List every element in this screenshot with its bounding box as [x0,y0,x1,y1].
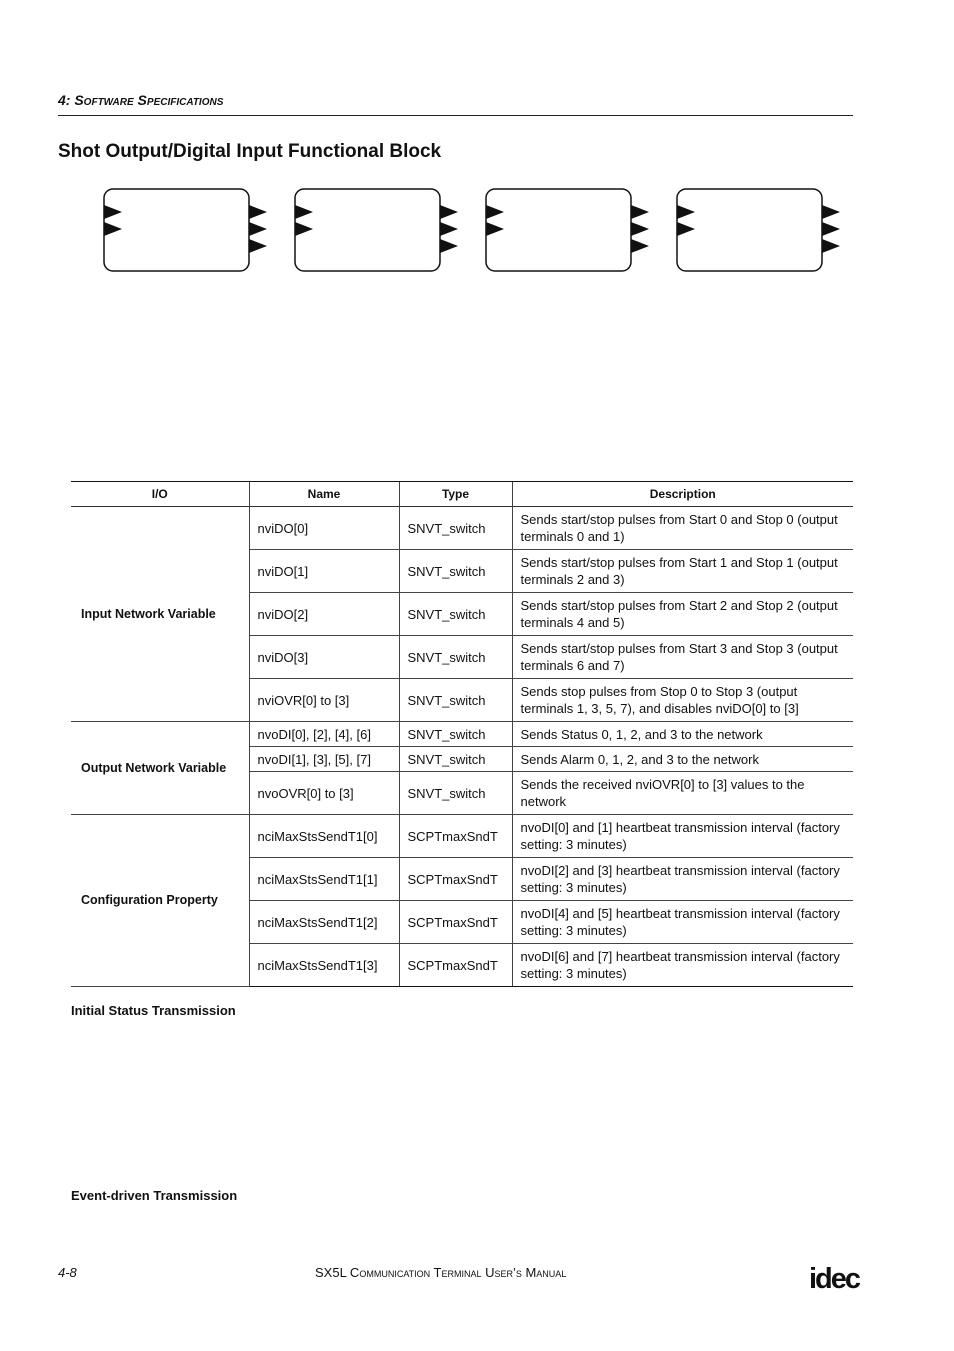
cell-type: SCPTmaxSndT [399,901,512,944]
functional-block-2 [486,189,649,271]
subhead-initial-status: Initial Status Transmission [71,1003,236,1018]
cell-name: nciMaxStsSendT1[2] [249,901,399,944]
cell-name: nviDO[3] [249,636,399,679]
cell-type: SNVT_switch [399,593,512,636]
cell-name: nviDO[0] [249,507,399,550]
cell-description: nvoDI[4] and [5] heartbeat transmission interval (factory setting: 3 minutes) [512,901,853,944]
group-label-output: Output Network Variable [71,722,249,815]
cell-type: SCPTmaxSndT [399,858,512,901]
functional-block-diagram [92,180,852,280]
logo-text: idec [809,1263,860,1295]
cell-name: nvoOVR[0] to [3] [249,772,399,815]
cell-name: nvoDI[0], [2], [4], [6] [249,722,399,747]
cell-type: SNVT_switch [399,550,512,593]
cell-description: Sends the received nviOVR[0] to [3] values to the network [512,772,853,815]
cell-type: SNVT_switch [399,507,512,550]
cell-description: nvoDI[2] and [3] heartbeat transmission interval (factory setting: 3 minutes) [512,858,853,901]
cell-description: nvoDI[6] and [7] heartbeat transmission interval (factory setting: 3 minutes) [512,944,853,987]
table-header-row [71,482,853,507]
cell-description: Sends start/stop pulses from Start 3 and Stop 3 (output terminals 6 and 7) [512,636,853,679]
group-label-config: Configuration Property [71,815,249,987]
cell-description: Sends start/stop pulses from Start 2 and Stop 2 (output terminals 4 and 5) [512,593,853,636]
network-variable-table [71,481,853,987]
cell-type: SNVT_switch [399,772,512,815]
page-number: 4-8 [58,1265,77,1280]
section-title: Shot Output/Digital Input Functional Block [58,141,442,162]
cell-description: Sends Status 0, 1, 2, and 3 to the network [512,722,853,747]
table-row [71,722,853,747]
cell-description: nvoDI[0] and [1] heartbeat transmission interval (factory setting: 3 minutes) [512,815,853,858]
cell-name: nvoDI[1], [3], [5], [7] [249,747,399,772]
cell-name: nciMaxStsSendT1[0] [249,815,399,858]
header-type: Type [399,482,512,507]
header-name: Name [249,482,399,507]
group-label-input: Input Network Variable [71,507,249,722]
cell-type: SCPTmaxSndT [399,815,512,858]
functional-block-3 [677,189,840,271]
table-row [71,815,853,858]
cell-type: SNVT_switch [399,636,512,679]
subhead-event-driven: Event-driven Transmission [71,1188,238,1203]
cell-description: Sends Alarm 0, 1, 2, and 3 to the network [512,747,853,772]
manual-title: SX5L Communication Terminal User’s Manual [315,1265,567,1280]
cell-type: SNVT_switch [399,679,512,722]
cell-name: nciMaxStsSendT1[3] [249,944,399,987]
header-io: I/O [71,482,249,507]
cell-type: SNVT_switch [399,722,512,747]
cell-name: nciMaxStsSendT1[1] [249,858,399,901]
cell-name: nviDO[1] [249,550,399,593]
cell-type: SNVT_switch [399,747,512,772]
cell-name: nviDO[2] [249,593,399,636]
chapter-rule [58,115,853,116]
cell-description: Sends start/stop pulses from Start 0 and Stop 0 (output terminals 0 and 1) [512,507,853,550]
idec-logo [808,1257,860,1295]
header-description: Description [512,482,853,507]
cell-description: Sends start/stop pulses from Start 1 and Stop 1 (output terminals 2 and 3) [512,550,853,593]
cell-name: nviOVR[0] to [3] [249,679,399,722]
functional-block-0 [104,189,267,271]
functional-block-1 [295,189,458,271]
cell-description: Sends stop pulses from Stop 0 to Stop 3 (output terminals 1, 3, 5, 7), and disables nviDO[0] to [3] [512,679,853,722]
cell-type: SCPTmaxSndT [399,944,512,987]
table-row [71,507,853,550]
chapter-heading: 4: Software Specifications [58,92,224,108]
